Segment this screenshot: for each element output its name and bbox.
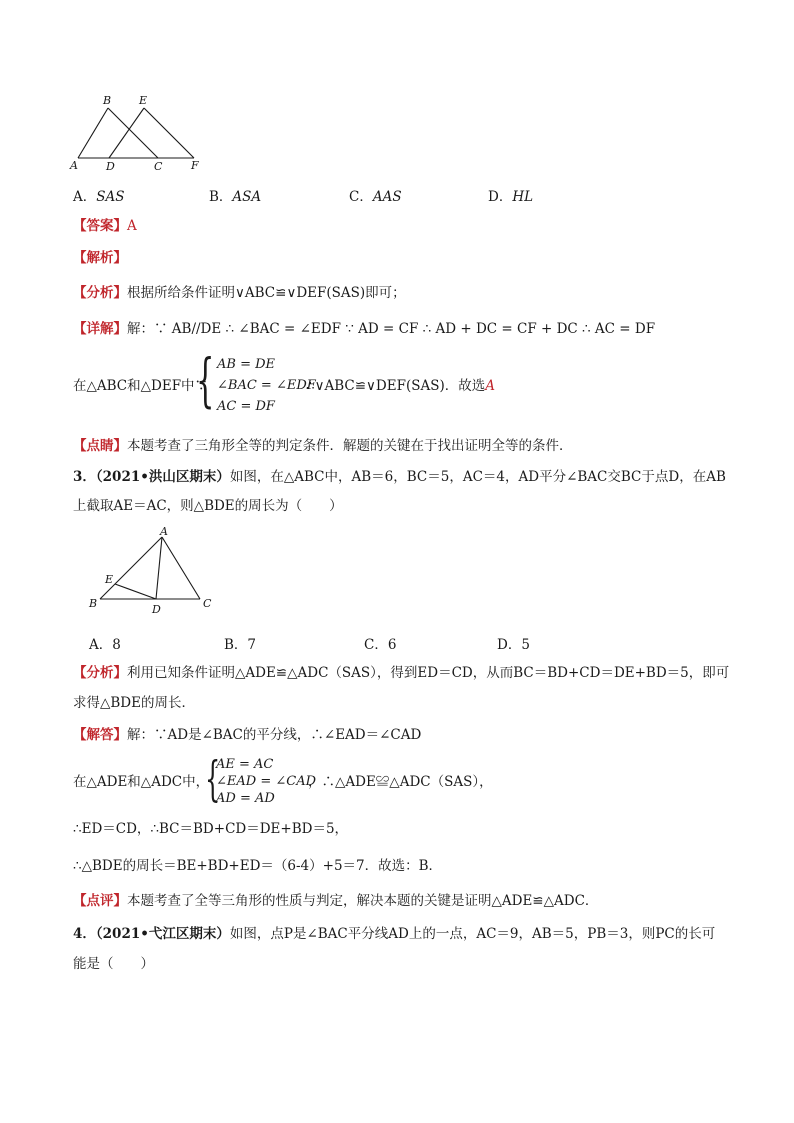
q3-option-a: A．8 <box>89 637 121 653</box>
q3-option-d: D．5 <box>497 637 530 653</box>
q2-option-c: C．AAS <box>349 189 402 205</box>
q2-analysis-tag: 【解析】 <box>73 250 127 266</box>
q2-detail: 【详解】解：∵ AB//DE ∴ ∠BAC = ∠EDF ∵ AD = CF ∴ AD + DC = CF + DC ∴ AC = DF <box>73 321 656 337</box>
label-d: D <box>152 603 161 616</box>
segment-ac <box>162 537 200 599</box>
q2-answer: 【答案】A <box>73 218 137 234</box>
label-a: A <box>70 159 78 172</box>
q3-stem-line-1: 3．（2021•洪山区期末）如图，在△ABC中，AB＝6，BC＝5，AC＝4，AD平分∠BAC交BC于点D，在AB <box>73 469 726 485</box>
label-c: C <box>154 160 163 173</box>
segment-ef <box>144 108 194 158</box>
q4-stem-line-2: 能是（ ） <box>73 956 154 972</box>
q3-jieda: 【解答】解：∵AD是∠BAC的平分线，∴∠EAD＝∠CAD <box>73 727 422 743</box>
q2-brace: { <box>196 346 215 414</box>
segment-bc <box>108 108 158 158</box>
label-d: D <box>106 160 115 173</box>
figure-triangle-abc-bisector <box>86 525 218 617</box>
q3-system-line-3: AD = AD <box>216 791 275 806</box>
label-a: A <box>160 525 168 538</box>
q3-step-2: ∴△BDE的周长＝BE+BD+ED＝（6-4）+5＝7．故选：B． <box>73 858 443 874</box>
q2-system-prefix: 在△ABC和△DEF中∵ <box>73 378 209 394</box>
label-f: F <box>191 159 199 172</box>
segment-de <box>109 108 144 158</box>
q3-option-c: C．6 <box>364 637 397 653</box>
q2-option-b: B．ASA <box>209 189 262 205</box>
q2-system-line-2: ∠BAC = ∠EDF <box>217 378 316 393</box>
q2-option-d: D．HL <box>488 189 534 205</box>
q2-system-lines <box>217 354 316 417</box>
q3-system-line-2: ∠EAD = ∠CAD <box>216 774 317 789</box>
q4-stem-line-1: 4．（2021•弋江区期末）如图，点P是∠BAC平分线AD上的一点，AC＝9，AB＝5，PB＝3，则PC的长可 <box>73 926 716 942</box>
label-e: E <box>139 94 148 107</box>
q2-system-line-3: AC = DF <box>217 399 275 414</box>
q3-fenxi-line-1: 【分析】利用已知条件证明△ADE≌△ADC（SAS），得到ED＝CD，从而BC＝BD+CD＝DE+BD＝5，即可 <box>73 665 730 681</box>
figure-triangles-abc-def <box>66 93 216 175</box>
q3-system-line-1: AE = AC <box>216 757 274 772</box>
q3-option-b: B．7 <box>224 637 257 653</box>
segment-ad <box>156 537 162 599</box>
q3-system-lines <box>216 756 316 807</box>
q2-option-a: A．SAS <box>73 189 125 205</box>
q2-system-suffix: ∴∨ABC≌∨DEF(SAS)．故选A <box>306 378 495 394</box>
label-b: B <box>89 597 98 610</box>
q2-fenxi: 【分析】根据所给条件证明∨ABC≌∨DEF(SAS)即可； <box>73 285 406 301</box>
label-e: E <box>105 573 114 586</box>
q3-system-prefix: 在△ADE和△ADC中， <box>73 774 210 790</box>
q3-fenxi-line-2: 求得△BDE的周长． <box>73 695 195 711</box>
q3-system-suffix: ，∴△ADE≌△ADC（SAS）， <box>308 774 493 790</box>
q2-dianjing: 【点睛】本题考查了三角形全等的判定条件．解题的关键在于找出证明全等的条件． <box>73 438 573 454</box>
q2-system-line-1: AB = DE <box>217 357 276 372</box>
q3-stem-line-2: 上截取AE＝AC，则△BDE的周长为（ ） <box>73 498 343 514</box>
segment-ed <box>115 584 156 599</box>
label-b: B <box>103 94 112 107</box>
segment-ab <box>78 108 108 158</box>
q3-brace: { <box>205 751 221 807</box>
q3-dianping: 【点评】本题考查了全等三角形的性质与判定，解决本题的关键是证明△ADE≌△ADC． <box>73 893 599 909</box>
label-c: C <box>203 597 212 610</box>
q3-step-1: ∴ED＝CD，∴BC＝BD+CD＝DE+BD＝5， <box>73 821 349 837</box>
